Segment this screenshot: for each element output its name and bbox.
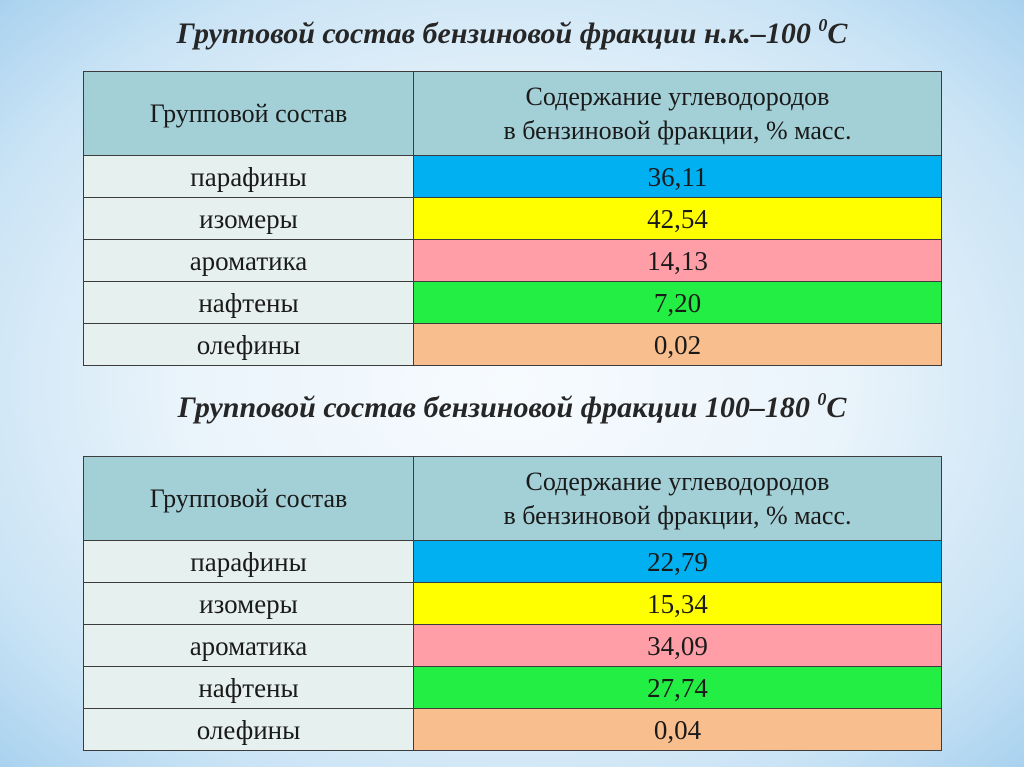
row-value-isomers: 42,54 (414, 198, 942, 240)
header-content-line2: в бензиновой фракции, % масс. (503, 500, 852, 530)
degree-mark: 0 (817, 389, 827, 409)
row-name-isomers: изомеры (84, 583, 414, 625)
table-row (84, 324, 942, 366)
table2-title (0, 390, 1024, 426)
row-value-olefins: 0,04 (414, 709, 942, 751)
table-row (84, 583, 942, 625)
row-value-isomers: 15,34 (414, 583, 942, 625)
table-row (84, 282, 942, 324)
composition-table-1 (83, 71, 942, 366)
table-row (84, 240, 942, 282)
row-name-aromatics: ароматика (84, 625, 414, 667)
header-group-composition: Групповой состав (84, 72, 414, 156)
row-name-paraffins: парафины (84, 156, 414, 198)
row-value-aromatics: 34,09 (414, 625, 942, 667)
table-row (84, 709, 942, 751)
table1-title-text: Групповой состав бензиновой фракции н.к.–100 (176, 17, 819, 50)
header-content-line1: Содержание углеводородов (525, 81, 830, 111)
header-hydrocarbon-content (414, 72, 942, 156)
table-row (84, 667, 942, 709)
row-value-olefins: 0,02 (414, 324, 942, 366)
row-value-naphthenes: 7,20 (414, 282, 942, 324)
table-row (84, 625, 942, 667)
row-name-isomers: изомеры (84, 198, 414, 240)
temperature-unit: С (827, 17, 848, 50)
header-content-line2: в бензиновой фракции, % масс. (503, 115, 852, 145)
row-value-paraffins: 22,79 (414, 541, 942, 583)
table-row (84, 156, 942, 198)
row-name-naphthenes: нафтены (84, 282, 414, 324)
header-content-line1: Содержание углеводородов (525, 466, 830, 496)
row-name-naphthenes: нафтены (84, 667, 414, 709)
row-name-olefins: олефины (84, 709, 414, 751)
row-value-aromatics: 14,13 (414, 240, 942, 282)
table-header-row (84, 72, 942, 156)
row-name-paraffins: парафины (84, 541, 414, 583)
temperature-unit: С (826, 391, 847, 424)
degree-mark: 0 (818, 15, 828, 35)
table2-title-text: Групповой состав бензиновой фракции 100–180 (177, 391, 818, 424)
row-name-aromatics: ароматика (84, 240, 414, 282)
header-hydrocarbon-content (414, 457, 942, 541)
composition-table-2 (83, 456, 942, 751)
row-name-olefins: олефины (84, 324, 414, 366)
header-group-composition: Групповой состав (84, 457, 414, 541)
table-header-row (84, 457, 942, 541)
table1-title (0, 16, 1024, 52)
row-value-paraffins: 36,11 (414, 156, 942, 198)
row-value-naphthenes: 27,74 (414, 667, 942, 709)
table-row (84, 198, 942, 240)
table-row (84, 541, 942, 583)
